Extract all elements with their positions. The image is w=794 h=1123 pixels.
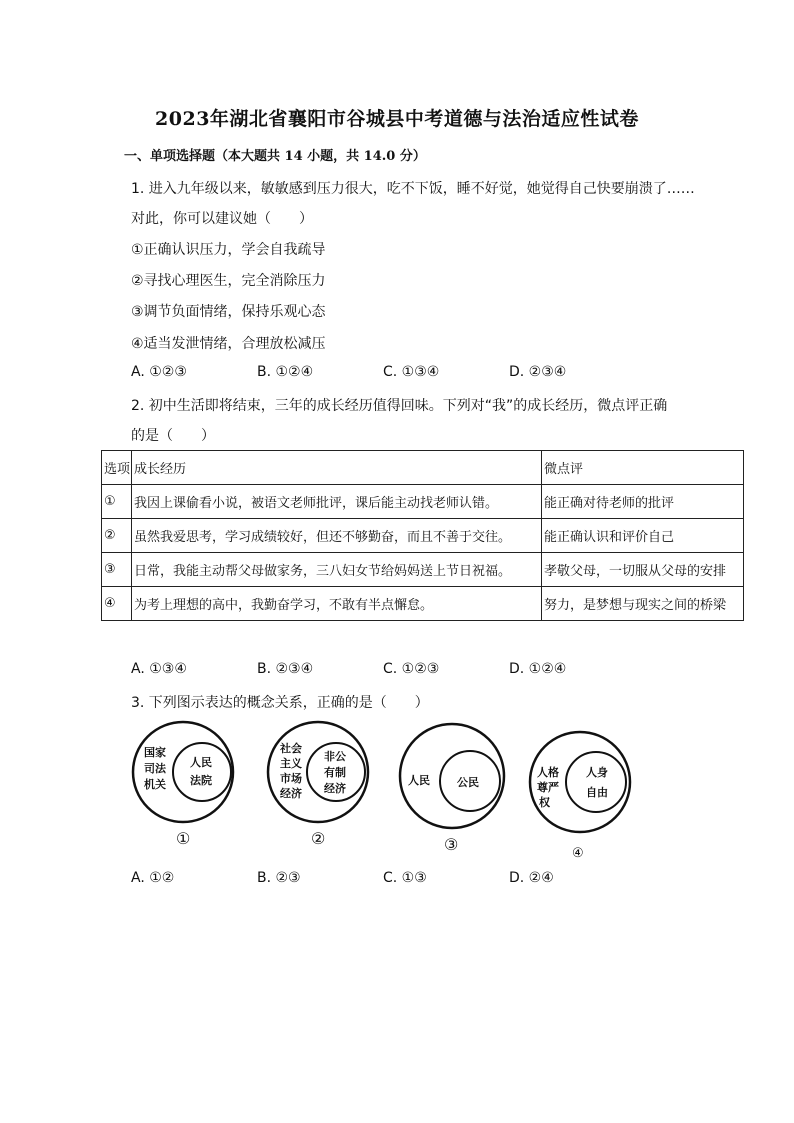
diagram-1-outer-line: 机关 <box>144 778 166 791</box>
table-cell: 能正确认识和评价自己 <box>542 519 744 553</box>
table-header-cell: 微点评 <box>542 451 744 485</box>
diagram-4-outer-line: 人格 <box>537 766 559 779</box>
table-cell: ④ <box>102 587 132 621</box>
table-cell: ① <box>102 485 132 519</box>
table-cell: 我因上课偷看小说，被语文老师批评，课后能主动找老师认错。 <box>132 485 542 519</box>
q2-option-c: C. ①②③ <box>383 661 440 677</box>
diagram-2-inner-line: 经济 <box>324 782 346 795</box>
diagram-4-outer-line: 尊严 <box>537 781 559 794</box>
concept-diagrams <box>120 720 680 860</box>
section-heading: 一、单项选择题（本大题共 14 小题，共 14.0 分） <box>124 149 426 164</box>
diagram-2-inner-line: 有制 <box>324 766 346 779</box>
q2-option-a: A. ①③④ <box>131 661 187 677</box>
diagram-4-inner-line: 自由 <box>586 786 608 799</box>
q1-option-d: D. ②③④ <box>509 364 567 380</box>
q1-stem-line1: 1. 进入九年级以来，敏敏感到压力很大，吃不下饭，睡不好觉，她觉得自己快要崩溃了…… <box>131 181 695 197</box>
diagram-1-number: ① <box>176 829 191 848</box>
table-row <box>102 553 744 587</box>
table-cell: 为考上理想的高中，我勤奋学习，不敢有半点懈怠。 <box>132 587 542 621</box>
table-cell: 虽然我爱思考，学习成绩较好，但还不够勤奋，而且不善于交往。 <box>132 519 542 553</box>
diagram-2 <box>268 722 368 848</box>
table-cell: ③ <box>102 553 132 587</box>
diagram-1-inner-line: 法院 <box>190 774 212 787</box>
q3-option-a: A. ①② <box>131 870 175 886</box>
diagram-3 <box>400 724 504 854</box>
diagram-4-outer-line: 权 <box>539 796 550 809</box>
q1-option-c: C. ①③④ <box>383 364 440 380</box>
q3-option-d: D. ②④ <box>509 870 554 886</box>
table-cell: ② <box>102 519 132 553</box>
q1-option-b: B. ①②④ <box>257 364 314 380</box>
q1-item-4: ④适当发泄情绪，合理放松减压 <box>131 336 326 352</box>
table-cell: 能正确对待老师的批评 <box>542 485 744 519</box>
exam-title: 2023年湖北省襄阳市谷城县中考道德与法治适应性试卷 <box>155 108 639 130</box>
table-header-row <box>102 451 744 485</box>
q1-item-3: ③调节负面情绪，保持乐观心态 <box>131 304 326 320</box>
diagram-3-outer-line: 人民 <box>408 774 430 787</box>
table-header-cell: 选项 <box>102 451 132 485</box>
table-row <box>102 519 744 553</box>
table-cell: 孝敬父母，一切服从父母的安排 <box>542 553 744 587</box>
q1-option-a: A. ①②③ <box>131 364 187 380</box>
diagram-1-outer-line: 国家 <box>144 746 166 759</box>
q3-option-b: B. ②③ <box>257 870 301 886</box>
q2-stem-line2: 的是（ ） <box>131 428 215 444</box>
table-cell: 努力，是梦想与现实之间的桥梁 <box>542 587 744 621</box>
table-cell: 日常，我能主动帮父母做家务，三八妇女节给妈妈送上节日祝福。 <box>132 553 542 587</box>
diagram-1 <box>133 722 233 848</box>
q2-table <box>101 450 744 621</box>
diagram-2-outer-line: 社会 <box>280 742 302 755</box>
q1-item-2: ②寻找心理医生，完全消除压力 <box>131 273 326 289</box>
q1-item-1: ①正确认识压力，学会自我疏导 <box>131 242 326 258</box>
diagram-4 <box>530 732 630 860</box>
diagram-2-inner-line: 非公 <box>324 750 346 763</box>
q3-stem: 3. 下列图示表达的概念关系，正确的是（ ） <box>131 695 429 711</box>
q3-option-c: C. ①③ <box>383 870 427 886</box>
q2-option-b: B. ②③④ <box>257 661 314 677</box>
table-row <box>102 587 744 621</box>
diagram-4-number: ④ <box>572 846 584 860</box>
table-header-cell: 成长经历 <box>132 451 542 485</box>
q2-stem-line1: 2. 初中生活即将结束，三年的成长经历值得回味。下列对“我”的成长经历，微点评正确 <box>131 398 668 414</box>
table-row <box>102 485 744 519</box>
diagram-3-number: ③ <box>444 835 459 854</box>
diagram-4-inner-line: 人身 <box>586 766 608 779</box>
q2-option-d: D. ①②④ <box>509 661 567 677</box>
diagram-2-number: ② <box>311 829 326 848</box>
q1-stem-line2: 对此，你可以建议她（ ） <box>131 211 313 227</box>
diagram-2-outer-line: 市场 <box>280 772 302 785</box>
diagram-2-outer-line: 主义 <box>280 757 302 770</box>
diagram-3-inner-line: 公民 <box>457 776 479 789</box>
diagram-2-outer-line: 经济 <box>280 787 302 800</box>
diagram-1-inner-line: 人民 <box>190 756 212 769</box>
diagram-1-outer-line: 司法 <box>144 762 166 775</box>
